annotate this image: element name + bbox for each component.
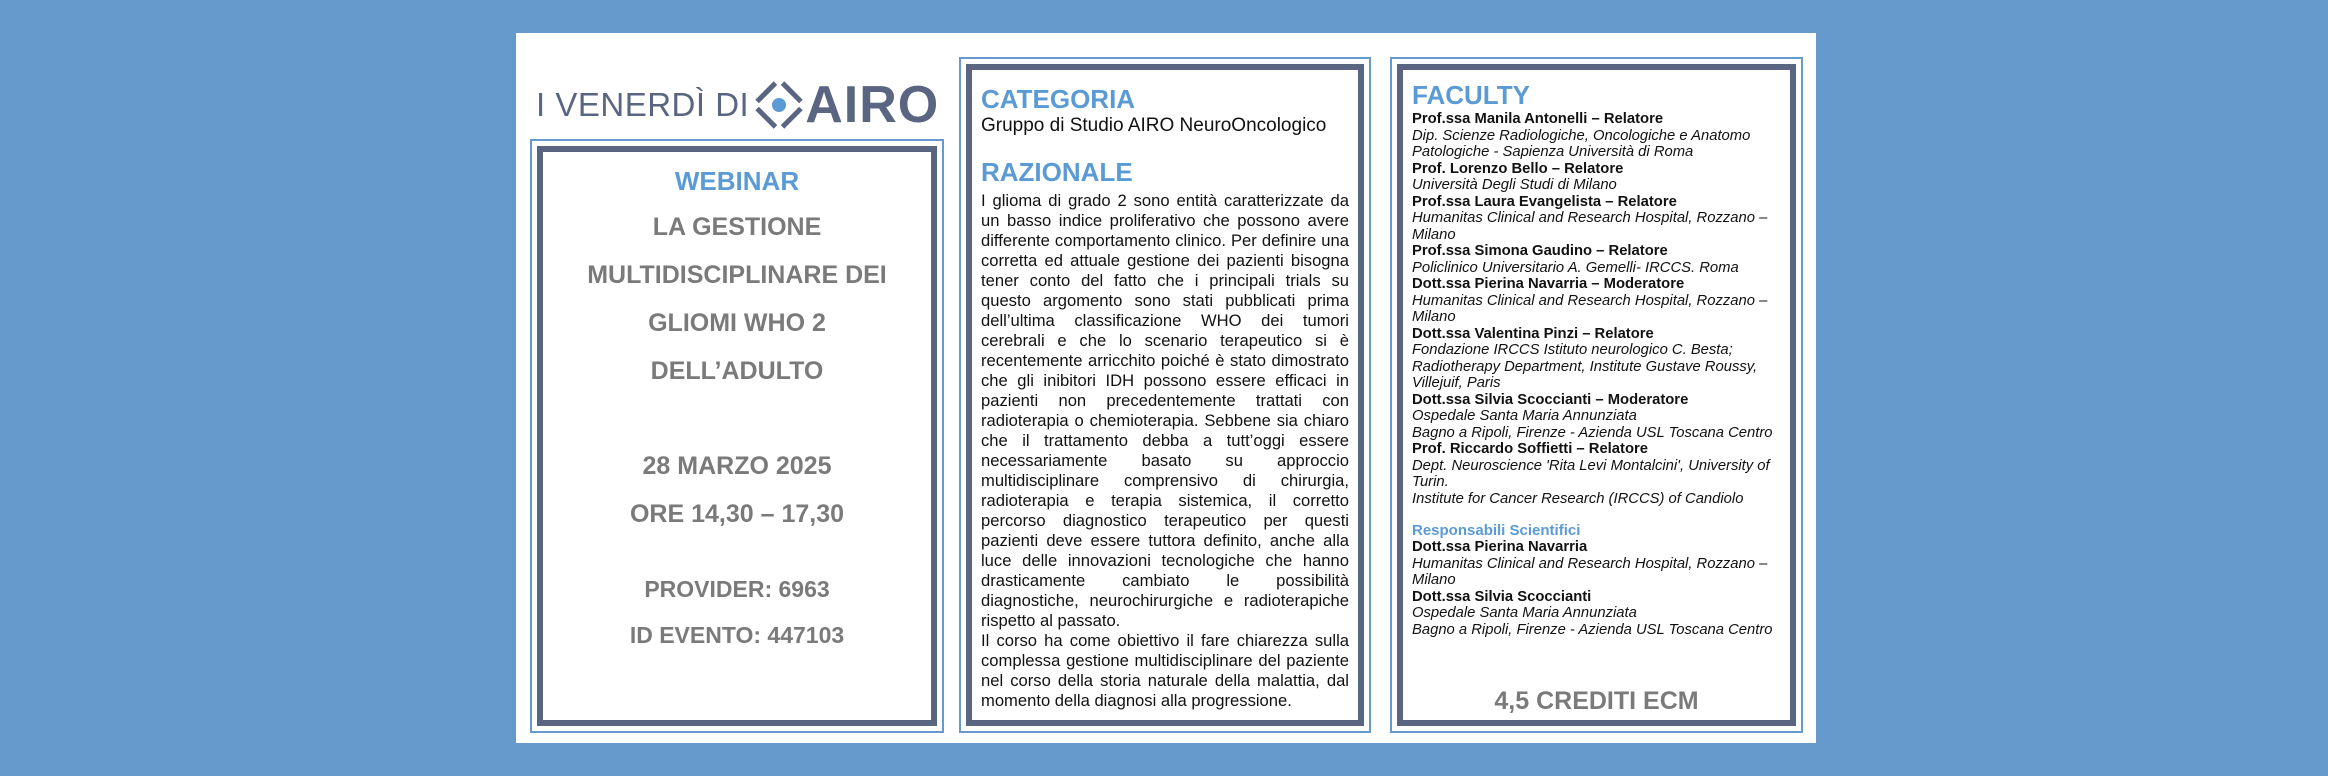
member-name: Prof.ssa Laura Evangelista – Relatore xyxy=(1412,193,1677,210)
event-type: WEBINAR xyxy=(674,166,800,196)
razionale-paragraph-2: Il corso ha come obiettivo il fare chiarezza sulla complessa gestione multidisciplinare del paziente nel corso della storia naturale della malattia, dal momento della diagnosi alla progressione. xyxy=(981,631,1349,710)
event-id: ID EVENTO: 447103 xyxy=(629,622,845,648)
brochure-sheet xyxy=(516,33,1816,743)
member-affiliation: Humanitas Clinical and Research Hospital, Rozzano – Milano xyxy=(1412,555,1768,588)
event-date: 28 MARZO 2025 xyxy=(642,452,832,480)
razionale-paragraph-1: I glioma di grado 2 sono entità caratterizzate da un basso indice proliferativo che possono avere differente comportamento clinico. Per definire una corretta ed attuale gestione dei pazienti bisogna tener conto del fatto che i principali trials su questo argomento sono stati pubblicati prima dell’ultima classificazione WHO dei tumori cerebrali e che lo scenario terapeutico si è recentemente arricchito poiché è stato dimostrato che gli inibitori IDH possono essere efficaci in pazienti non precedentemente trattati con radioterapia o chemioterapia. Sebbene sia chiaro che il trattamento debba a tutt’oggi essere necessariamente basato su approccio multidisciplinare comprensivo di chirurgia, radioterapia e terapia sistemica, il corretto percorso diagnostico terapeutico per questi pazienti deve essere tuttora definito, anche alla luce delle innovazioni tecnologiche che hanno drasticamente cambiato le possibilità diagnostiche, neurochirurgiche e radioterapiche rispetto al passato. xyxy=(981,191,1349,630)
faculty-heading: FACULTY xyxy=(1412,80,1530,110)
member-name: Dott.ssa Silvia Scoccianti xyxy=(1412,588,1592,605)
ecm-credits: 4,5 CREDITI ECM xyxy=(1494,687,1699,715)
member-affiliation: Fondazione IRCCS Istituto neurologico C. Besta; Radiotherapy Department, Institute Gustave Roussy, Villejuif, Paris xyxy=(1412,342,1758,391)
member-affiliation: Dip. Scienze Radiologiche, Oncologiche e Anatomo Patologiche - Sapienza Università di Roma xyxy=(1412,127,1751,160)
logo-name: AIRO xyxy=(805,76,940,134)
member-affiliation: Institute for Cancer Research (IRCCS) of Candiolo xyxy=(1412,490,1744,507)
member-affiliation: Ospedale Santa Maria Annunziata xyxy=(1412,605,1637,621)
description-panel xyxy=(959,57,1371,733)
member-name: Dott.ssa Silvia Scoccianti – Moderatore xyxy=(1412,391,1689,408)
event-title-line-4: DELL’ADULTO xyxy=(650,357,824,385)
airo-logo xyxy=(536,76,940,134)
event-title-line-2: MULTIDISCIPLINARE DEI xyxy=(587,261,887,289)
member-affiliation: Humanitas Clinical and Research Hospital, Rozzano – Milano xyxy=(1412,292,1768,325)
faculty-member xyxy=(1412,441,1781,507)
member-name: Prof.ssa Simona Gaudino – Relatore xyxy=(1412,243,1668,259)
faculty-member xyxy=(1412,589,1781,639)
faculty-member xyxy=(1412,326,1781,392)
member-affiliation: Humanitas Clinical and Research Hospital, Rozzano – Milano xyxy=(1412,210,1768,243)
event-title-line-3: GLIOMI WHO 2 xyxy=(648,309,826,337)
member-name: Prof. Lorenzo Bello – Relatore xyxy=(1412,160,1624,177)
member-name: Prof.ssa Manila Antonelli – Relatore xyxy=(1412,111,1664,127)
categoria-heading: CATEGORIA xyxy=(981,84,1136,114)
event-panel xyxy=(530,139,944,733)
event-time: ORE 14,30 – 17,30 xyxy=(629,500,845,528)
member-name: Dott.ssa Pierina Navarria xyxy=(1412,539,1588,555)
event-provider: PROVIDER: 6963 xyxy=(644,576,830,602)
faculty-panel xyxy=(1390,57,1803,733)
faculty-member xyxy=(1412,161,1781,194)
responsabili-list xyxy=(1412,539,1781,638)
categoria-text: Gruppo di Studio AIRO NeuroOncologico xyxy=(981,115,1327,136)
member-name: Dott.ssa Valentina Pinzi – Relatore xyxy=(1412,325,1654,342)
logo-prefix: I VENERDÌ DI xyxy=(536,86,750,123)
member-affiliation: Bagno a Ripoli, Firenze - Azienda USL Toscana Centro xyxy=(1412,424,1773,441)
faculty-member xyxy=(1412,243,1781,276)
member-affiliation: Ospedale Santa Maria Annunziata xyxy=(1412,408,1637,424)
member-affiliation: Dept. Neuroscience 'Rita Levi Montalcini', University of Turin. xyxy=(1412,457,1770,490)
faculty-list xyxy=(1412,111,1781,507)
member-name: Dott.ssa Pierina Navarria – Moderatore xyxy=(1412,276,1685,292)
razionale-heading: RAZIONALE xyxy=(981,157,1133,187)
faculty-member xyxy=(1412,111,1781,161)
member-affiliation: Policlinico Universitario A. Gemelli- IRCCS. Roma xyxy=(1412,259,1739,276)
faculty-member xyxy=(1412,276,1781,326)
responsabili-heading: Responsabili Scientifici xyxy=(1412,522,1581,539)
member-affiliation: Università Degli Studi di Milano xyxy=(1412,177,1617,193)
faculty-member xyxy=(1412,392,1781,442)
event-title-line-1: LA GESTIONE xyxy=(652,213,822,241)
faculty-member xyxy=(1412,539,1781,589)
member-name: Prof. Riccardo Soffietti – Relatore xyxy=(1412,441,1648,457)
faculty-member xyxy=(1412,194,1781,244)
member-affiliation: Bagno a Ripoli, Firenze - Azienda USL Toscana Centro xyxy=(1412,621,1773,638)
airo-diamond-icon xyxy=(755,81,803,129)
